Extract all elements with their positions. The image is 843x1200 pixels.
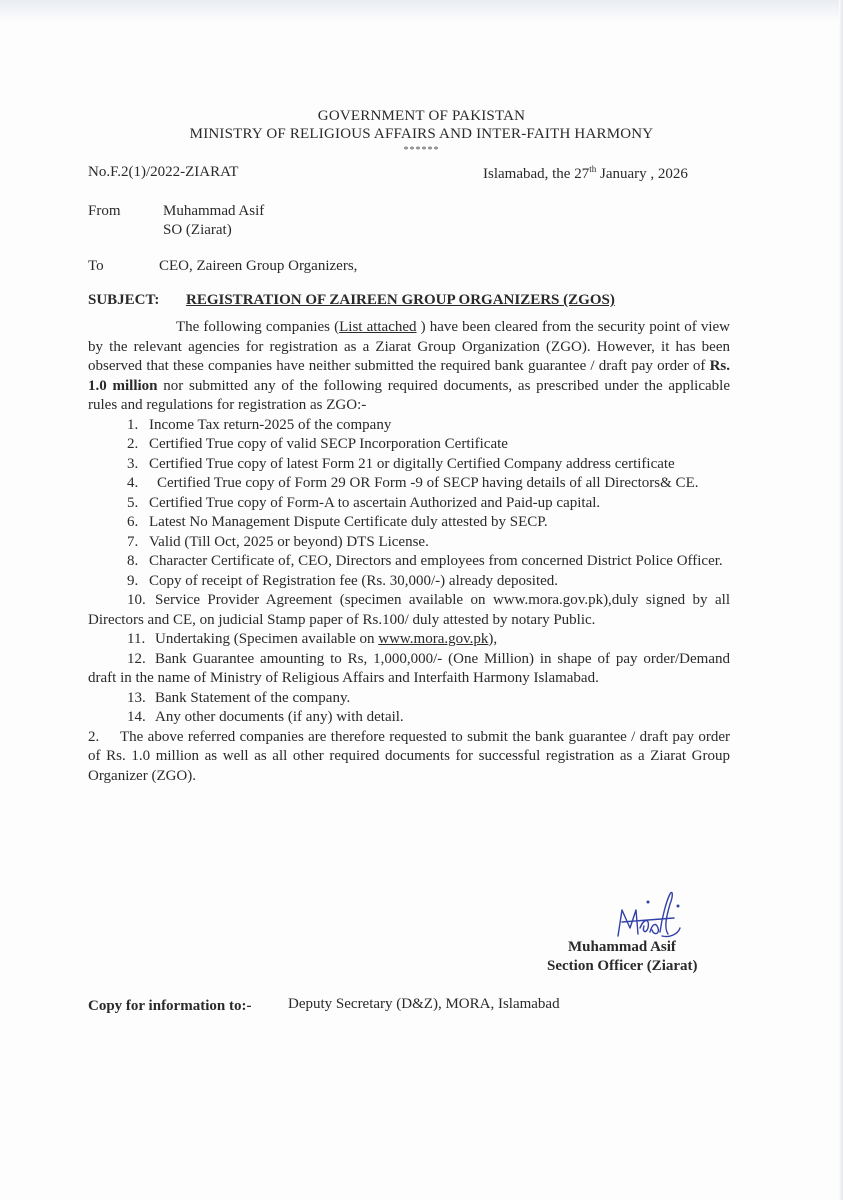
header-ministry: MINISTRY OF RELIGIOUS AFFAIRS AND INTER-FAITH HARMONY — [189, 126, 654, 142]
header-government: GOVERNMENT OF PAKISTAN — [317, 108, 526, 124]
intro-text-3: nor submitted any of the following required documents, as prescribed under the applicable rules and regulations for registration as ZGO:- — [88, 377, 730, 413]
place-date-suffix: January , 2026 — [596, 166, 688, 182]
requirement-number: 4. — [127, 475, 139, 491]
to-recipient: CEO, Zaireen Group Organizers, — [159, 258, 358, 274]
subject-label: SUBJECT: — [88, 292, 160, 308]
requirement-text: Undertaking (Specimen available on — [155, 631, 379, 647]
requirement-text: Service Provider Agreement (specimen available on www.mora.gov.pk),duly signed by all Directors and CE, on judicial Stamp paper of Rs.100/ duly attested by notary Public. — [88, 592, 730, 628]
requirement-item — [88, 455, 730, 475]
intro-text-2: ) have been cleared from the security point of view by the relevant agencies for registration as a Ziarat Group Organization (ZGO). However, it has been observed that these companies have neither submitted the required bank guarantee / draft pay order of — [88, 319, 731, 374]
intro-paragraph — [88, 318, 730, 416]
paragraph-2-number: 2. — [88, 728, 100, 745]
requirement-text: Bank Statement of the company. — [155, 689, 351, 706]
requirement-text: Character Certificate of, CEO, Directors and employees from concerned District Police Officer. — [149, 553, 723, 569]
requirement-text: Certified True copy of latest Form 21 or digitally Certified Company address certificate — [149, 455, 675, 472]
requirement-number: 12. — [127, 650, 146, 667]
requirement-item — [88, 416, 730, 436]
requirement-item — [88, 689, 730, 709]
from-name: Muhammad Asif — [163, 203, 265, 219]
scan-shadow-top — [0, 0, 843, 22]
requirement-item — [88, 650, 730, 689]
requirement-number: 10. — [127, 592, 146, 608]
intro-amount: Rs. 1.0 million — [88, 358, 730, 394]
requirement-item — [88, 494, 730, 514]
requirement-number: 1. — [127, 416, 139, 433]
copy-recipient: Deputy Secretary (D&Z), MORA, Islamabad — [288, 996, 560, 1012]
requirement-number: 2. — [127, 436, 139, 452]
requirement-item — [88, 474, 730, 494]
from-label: From — [88, 203, 121, 219]
requirement-number: 13. — [127, 689, 146, 706]
requirement-number: 8. — [127, 553, 139, 569]
subject-text: REGISTRATION OF ZAIREEN GROUP ORGANIZERS (ZGOS) — [186, 292, 615, 308]
header-separator: ****** — [403, 145, 440, 156]
requirement-text: Certified True copy of Form-A to ascertain Authorized and Paid-up capital. — [149, 494, 601, 511]
intro-text-1: The following companies ( — [176, 319, 340, 335]
requirement-item — [88, 572, 730, 592]
requirement-number: 11. — [127, 631, 146, 647]
reference-number: No.F.2(1)/2022-ZIARAT — [88, 164, 239, 180]
scan-shadow-right — [839, 0, 843, 1200]
signatory-title: Section Officer (Ziarat) — [547, 958, 698, 974]
date-superscript: th — [589, 164, 597, 174]
requirement-text: Income Tax return-2025 of the company — [149, 416, 392, 433]
requirement-item — [88, 552, 730, 572]
requirement-item — [88, 630, 730, 650]
requirement-item — [88, 513, 730, 533]
list-attached-link[interactable]: List attached — [339, 319, 417, 335]
requirement-text: Latest No Management Dispute Certificate duly attested by SECP. — [149, 514, 548, 530]
requirement-text: Any other documents (if any) with detail. — [155, 709, 404, 725]
requirement-item — [88, 591, 730, 630]
requirement-number: 6. — [127, 514, 139, 530]
requirement-text: Certified True copy of valid SECP Incorporation Certificate — [149, 436, 508, 452]
signatory-name: Muhammad Asif — [568, 939, 676, 955]
requirement-number: 9. — [127, 572, 139, 589]
paragraph-2-text: The above referred companies are therefore requested to submit the bank guarantee / draft pay order of Rs. 1.0 million as well as all other required documents for successful registration as a Ziarat Group Organizer (ZGO). — [88, 728, 730, 784]
from-designation: SO (Ziarat) — [163, 222, 232, 238]
requirement-text-end: ), — [488, 631, 498, 647]
requirement-number: 3. — [127, 455, 139, 472]
copy-label: Copy for information to:- — [88, 998, 252, 1014]
place-date-prefix: Islamabad, the 27 — [483, 166, 590, 182]
paragraph-2 — [88, 728, 730, 787]
mora-website-link[interactable]: www.mora.gov.pk — [378, 631, 489, 647]
requirement-number: 14. — [127, 709, 146, 725]
place-date — [483, 164, 688, 183]
requirement-item — [88, 435, 730, 455]
requirement-item — [88, 708, 730, 728]
requirement-number: 7. — [127, 533, 139, 550]
requirement-text: Bank Guarantee amounting to Rs, 1,000,000/- (One Million) in shape of pay order/Demand draft in the name of Ministry of Religious Affairs and Interfaith Harmony Islamabad. — [88, 650, 730, 686]
requirement-text: Copy of receipt of Registration fee (Rs. 30,000/-) already deposited. — [149, 572, 559, 589]
requirement-text: Certified True copy of Form 29 OR Form -9 of SECP having details of all Directors& CE. — [157, 475, 699, 491]
letter-body — [88, 318, 730, 786]
requirement-item — [88, 533, 730, 553]
requirement-text: Valid (Till Oct, 2025 or beyond) DTS License. — [149, 533, 429, 550]
to-label: To — [88, 258, 104, 274]
requirement-number: 5. — [127, 494, 139, 511]
